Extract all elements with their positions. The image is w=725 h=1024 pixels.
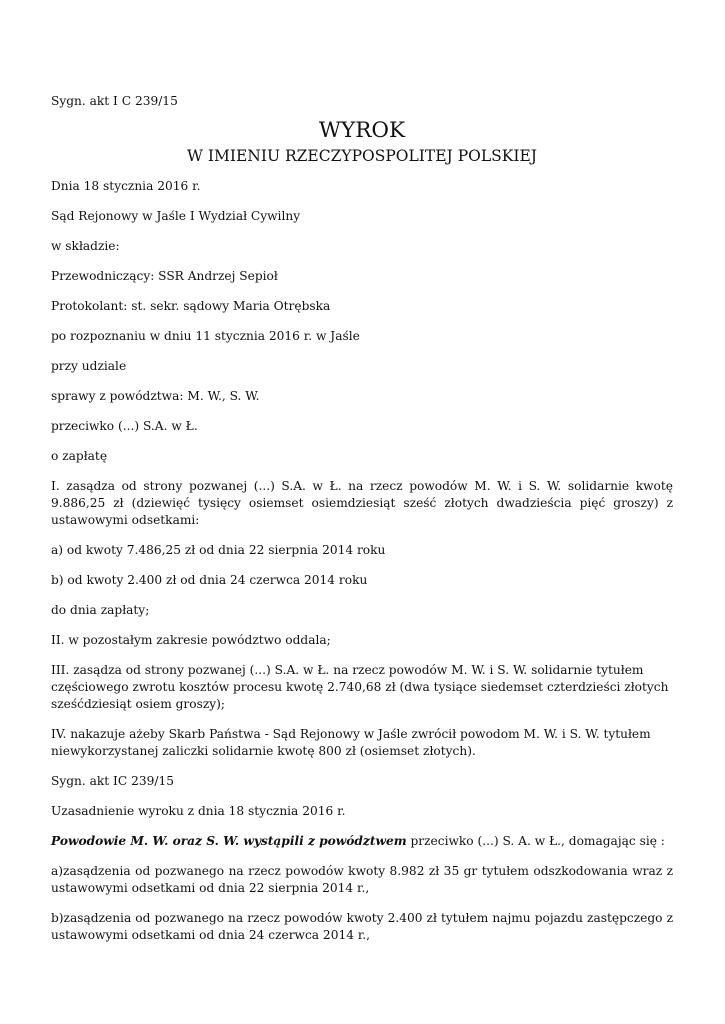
verdict-point-1: I. zasądza od strony pozwanej (...) S.A. w Ł. na rzecz powodów M. W. i S. W. solidarnie kwotę 9.886,25 zł (dziewięć tysięcy osiemset osiemdziesiąt sześć złotych dwadzieścia pięć groszy) z ustawowymi odsetkami: [51,479,673,527]
justification-intro-rest: przeciwko (...) S. A. w Ł., domagając się : [406,834,665,848]
composition-label: w składzie: [51,239,120,253]
verdict-point-1a: a) od kwoty 7.486,25 zł od dnia 22 sierpnia 2014 roku [51,543,386,557]
chair-judge: Przewodniczący: SSR Andrzej Sepioł [51,269,278,283]
hearing-info: po rozpoznaniu w dniu 11 stycznia 2016 r. w Jaśle [51,329,360,343]
defendant-line: przeciwko (...) S.A. w Ł. [51,419,198,433]
document-page [51,93,673,957]
justification-case-number: Sygn. akt IC 239/15 [51,774,174,788]
justification-intro [51,833,673,850]
verdict-point-2: II. w pozostałym zakresie powództwo oddala; [51,633,331,647]
court-clerk: Protokolant: st. sekr. sądowy Maria Otrębska [51,299,331,313]
subject-line: o zapłatę [51,449,108,463]
plaintiffs-line: sprawy z powództwa: M. W., S. W. [51,389,260,403]
verdict-date: Dnia 18 stycznia 2016 r. [51,179,201,193]
verdict-point-1-end: do dnia zapłaty; [51,603,150,617]
justification-intro-emphasis: Powodowie M. W. oraz S. W. wystąpili z powództwem [51,834,407,848]
case-number: Sygn. akt I C 239/15 [51,94,178,108]
claim-a: a)zasądzenia od pozwanego na rzecz powodów kwoty 8.982 zł 35 gr tytułem odszkodowania wraz z ustawowymi odsetkami od dnia 22 sierpnia 2014 r., [51,864,673,895]
verdict-point-3: III. zasądza od strony pozwanej (...) S.A. w Ł. na rzecz powodów M. W. i S. W. solidarnie tytułem częściowego zwrotu kosztów procesu kwotę 2.740,68 zł (dwa tysiące siedemset czterdzieści złotych sześćdziesiąt osiem groszy); [51,663,669,711]
verdict-point-4: IV. nakazuje ażeby Skarb Państwa - Sąd Rejonowy w Jaśle zwrócił powodom M. W. i S. W. tytułem niewykorzystanej zaliczki solidarnie kwotę 800 zł (osiemset złotych). [51,727,651,758]
claim-b: b)zasądzenia od pozwanego na rzecz powodów kwoty 2.400 zł tytułem najmu pojazdu zastępczego z ustawowymi odsetkami od dnia 24 czerwca 2014 r., [51,911,673,942]
document-subtitle: W IMIENIU RZECZYPOSPOLITEJ POLSKIEJ [187,147,537,165]
justification-heading: Uzasadnienie wyroku z dnia 18 stycznia 2016 r. [51,804,346,818]
court-name: Sąd Rejonowy w Jaśle I Wydział Cywilny [51,209,301,223]
verdict-point-1b: b) od kwoty 2.400 zł od dnia 24 czerwca 2014 roku [51,573,368,587]
document-title: WYROK [318,118,406,143]
participation-label: przy udziale [51,359,127,373]
